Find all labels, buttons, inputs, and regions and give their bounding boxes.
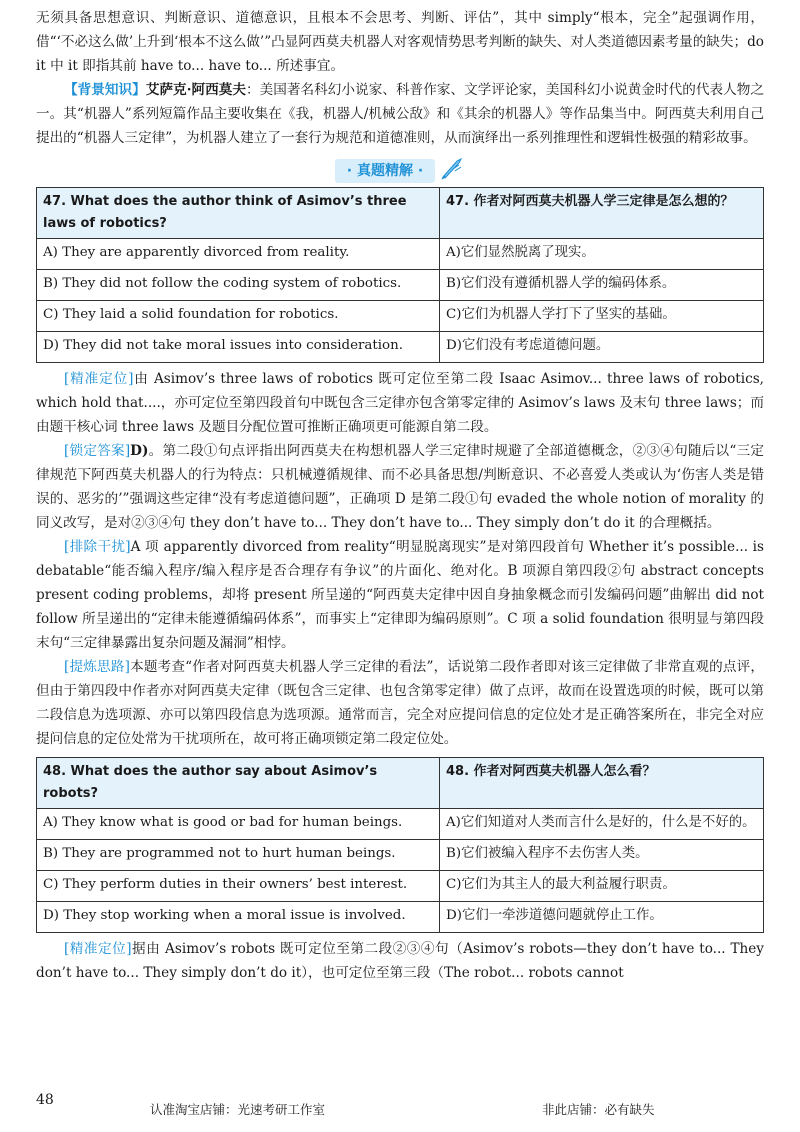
option-en: D) They stop working when a moral issue is involved.	[37, 902, 440, 933]
locate-text: 据由 Asimov’s robots 既可定位至第二段②③④句（Asimov’s robots—they don’t have to... They don’t have to... They simply don’t do it），也可定位至第三段（The robot... robots cannot	[36, 941, 764, 981]
option-cn: B)它们被编入程序不去伤害人类。	[440, 840, 764, 871]
locate-tag: [精准定位]	[64, 371, 134, 387]
question-47-header-row	[37, 188, 764, 239]
locate-text: 由 Asimov’s three laws of robotics 既可定位至第二段 Isaac Asimov... three laws of robotics, which hold that....，亦可定位至第四段首句中既包含三定律亦包含第零定律的 Asimov’s laws 及末句 three laws；而由题干核心词 three laws 及题目分配位置可推断正确项更可能源自第二段。	[36, 371, 764, 435]
option-cn: A)它们知道对人类而言什么是好的，什么是不好的。	[440, 809, 764, 840]
background-tag: 【背景知识】	[64, 82, 146, 98]
question-48-en: 48. What does the author say about Asimov’s robots?	[37, 758, 440, 809]
idea-tag: [提炼思路]	[64, 659, 130, 675]
background-paragraph	[36, 78, 764, 150]
option-row	[37, 840, 764, 871]
section-title-label: · 真题精解 ·	[335, 159, 435, 183]
option-en: A) They know what is good or bad for human beings.	[37, 809, 440, 840]
question-48-table	[36, 757, 764, 933]
option-row	[37, 270, 764, 301]
option-cn: A)它们显然脱离了现实。	[440, 239, 764, 270]
option-cn: D)它们一牵涉道德问题就停止工作。	[440, 902, 764, 933]
background-name: 艾萨克·阿西莫夫	[145, 82, 246, 98]
option-en: B) They did not follow the coding system of robotics.	[37, 270, 440, 301]
answer-text: 。第二段①句点评指出阿西莫夫在构想机器人学三定律时规避了全部道德概念，②③④句随后以“三定律规范下阿西莫夫机器人的行为特点：只机械遵循规律、而不必具备思想/判断意识、不必喜爱人类或认为‘伤害人类是错误的、恶劣的’”强调这些定律“没有考虑道德问题”，正确项 D 是第二段①句 evaded the whole notion of morality 的同义改写，是对②③④句 they don’t have to... They don’t have to... They simply don’t do it 的合理概括。	[36, 443, 764, 531]
answer-letter: D)	[130, 443, 149, 459]
option-en: A) They are apparently divorced from reality.	[37, 239, 440, 270]
question-47-cn: 47. 作者对阿西莫夫机器人学三定律是怎么想的？	[440, 188, 764, 239]
background-text: ：美国著名科幻小说家、科普作家、文学评论家，美国科幻小说黄金时代的代表人物之一。其“机器人”系列短篇作品主要收集在《我，机器人/机械公敌》和《其余的机器人》等作品集当中。阿西莫夫利用自己提出的“机器人三定律”，为机器人建立了一套行为规范和道德准则，从而演绎出一系列推理性和逻辑性极强的精彩故事。	[36, 82, 764, 146]
locate-tag: [精准定位]	[64, 941, 132, 957]
question-47-table	[36, 187, 764, 363]
q47-exclude-paragraph	[36, 535, 764, 655]
option-row	[37, 871, 764, 902]
q47-idea-paragraph	[36, 655, 764, 751]
pen-icon	[439, 155, 465, 185]
option-en: C) They laid a solid foundation for robotics.	[37, 301, 440, 332]
paragraph-top: 无须具备思想意识、判断意识、道德意识，且根本不会思考、判断、评估”，其中 simply“根本，完全”起强调作用，借“‘不必这么做’上升到‘根本不这么做’”凸显阿西莫夫机器人对客观情势思考判断的缺失、对人类道德因素考量的缺失；do it 中 it 即指其前 have to... have to... 所述事宜。	[36, 10, 764, 74]
option-cn: D)它们没有考虑道德问题。	[440, 332, 764, 363]
idea-text: 本题考查“作者对阿西莫夫机器人学三定律的看法”，话说第二段作者即对该三定律做了非常直观的点评，但由于第四段中作者亦对阿西莫夫定律（既包含三定律、也包含第零定律）做了点评，故而在设置选项的时候，既可以第二段信息为选项源、亦可以第四段信息为选项源。通常而言，完全对应提问信息的定位处才是正确答案所在，非完全对应提问信息的定位处常为干扰项所在，故可将正确项锁定第二段定位处。	[36, 659, 764, 747]
option-row	[37, 239, 764, 270]
question-47-en: 47. What does the author think of Asimov’s three laws of robotics?	[37, 188, 440, 239]
shop-notice-right: 非此店铺：必有缺失	[542, 1102, 655, 1117]
option-cn: C)它们为其主人的最大利益履行职责。	[440, 871, 764, 902]
shop-notice-left: 认准淘宝店铺：光速考研工作室	[150, 1102, 326, 1117]
option-en: D) They did not take moral issues into consideration.	[37, 332, 440, 363]
option-en: B) They are programmed not to hurt human beings.	[37, 840, 440, 871]
exclude-text: A 项 apparently divorced from reality“明显脱离现实”是对第四段首句 Whether it’s possible... is debatable“能否编入程序/编入程序是否合理存有争议”的片面化、绝对化。B 项源自第四段②句 abstract concepts present coding problems，却将 present 所呈递的“阿西莫夫定律中因自身抽象概念而引发编码问题”曲解出 did not follow 所呈递出的“定律未能遵循编码体系”，而事实上“定律即为编码原则”。C 项 a solid foundation 很明显与第四段末句“三定律暴露出复杂问题及漏洞”相悖。	[36, 539, 764, 651]
page-footer	[0, 1092, 800, 1122]
question-48-cn: 48. 作者对阿西莫夫机器人怎么看？	[440, 758, 764, 809]
option-row	[37, 902, 764, 933]
exclude-tag: [排除干扰]	[64, 539, 131, 555]
q48-locate-paragraph	[36, 937, 764, 985]
option-en: C) They perform duties in their owners’ best interest.	[37, 871, 440, 902]
option-cn: B)它们没有遵循机器人学的编码体系。	[440, 270, 764, 301]
answer-tag: [锁定答案]	[64, 443, 131, 459]
option-row	[37, 809, 764, 840]
q47-locate-paragraph	[36, 367, 764, 439]
q47-answer-paragraph	[36, 439, 764, 535]
page-body	[36, 6, 764, 985]
option-row	[37, 301, 764, 332]
option-row	[37, 332, 764, 363]
question-48-header-row	[37, 758, 764, 809]
page-number: 48	[36, 1092, 54, 1108]
option-cn: C)它们为机器人学打下了坚实的基础。	[440, 301, 764, 332]
section-title	[36, 155, 764, 181]
